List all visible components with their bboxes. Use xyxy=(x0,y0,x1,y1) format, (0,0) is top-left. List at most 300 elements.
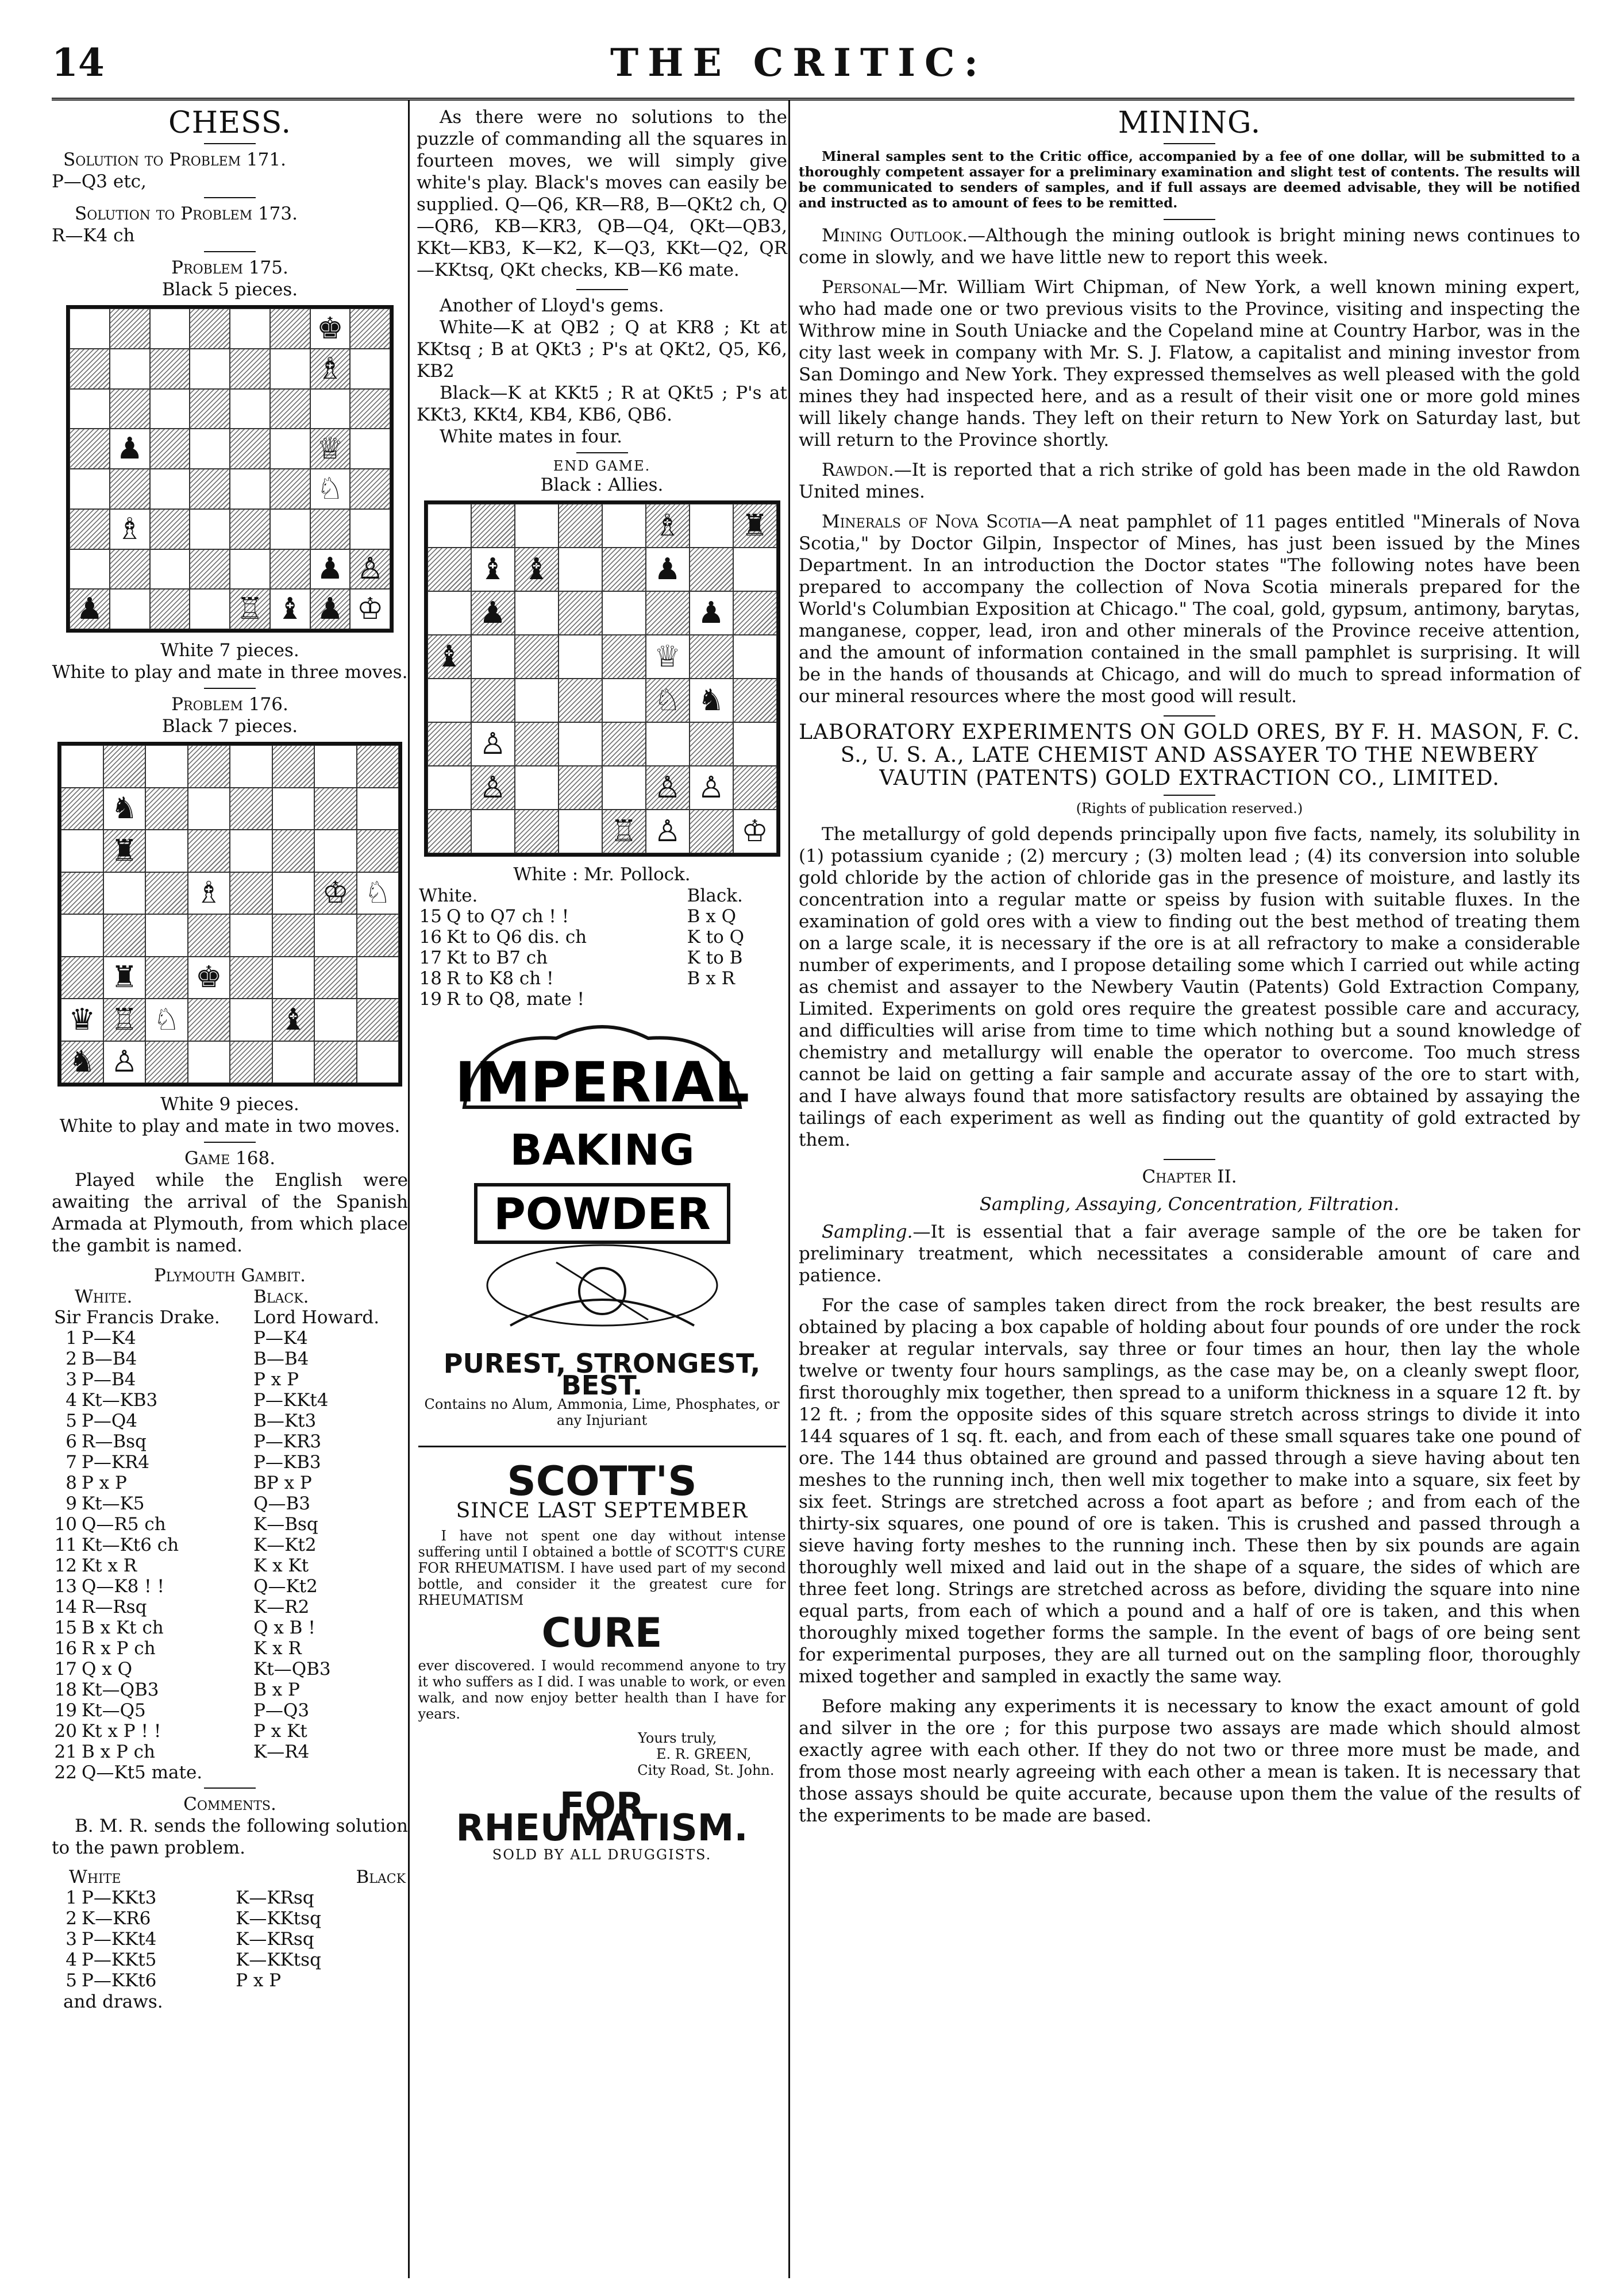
board-square xyxy=(150,429,190,469)
board-square xyxy=(188,914,230,957)
move-row xyxy=(52,1473,408,1493)
board-square xyxy=(188,745,230,788)
ad-slogan: PUREST, STRONGEST, BEST. xyxy=(443,1348,761,1401)
board-square xyxy=(230,429,270,469)
problem-175-title: Problem 175. xyxy=(171,257,288,278)
white-move: R to Q8, mate ! xyxy=(446,989,585,1010)
board-square xyxy=(471,810,515,853)
black-move: Q—Kt2 xyxy=(253,1576,318,1597)
board-square: ♕ xyxy=(646,635,690,679)
board-square xyxy=(559,766,602,810)
board-square xyxy=(145,788,188,830)
for-rheumatism: FOR RHEUMATISM. xyxy=(456,1785,748,1850)
white-label: White. xyxy=(75,1286,133,1307)
move-number: 19 xyxy=(419,989,442,1010)
board-square: ♞ xyxy=(103,788,146,830)
board-square xyxy=(350,469,390,509)
board-square xyxy=(145,830,188,872)
chess-column xyxy=(52,106,408,2013)
board-square xyxy=(230,745,272,788)
masthead: THE CRITIC: xyxy=(610,40,987,85)
board-square: ♟ xyxy=(310,549,351,590)
pawn-problem-moves xyxy=(52,1867,408,1991)
divider xyxy=(576,452,628,453)
board-square: ♝ xyxy=(272,999,315,1041)
game-168-intro: Played while the English were awaiting the arrival of the Spanish Armada at Plymouth, from which place the gambit is named. xyxy=(52,1170,408,1256)
white-move: P—K4 xyxy=(82,1328,136,1349)
board-square xyxy=(61,914,103,957)
board-square xyxy=(350,349,390,389)
board-square: ♜ xyxy=(103,830,146,872)
white-move: R to K8 ch ! xyxy=(446,968,554,989)
problem-175-black: Black 5 pieces. xyxy=(161,279,298,300)
board-square xyxy=(646,591,690,635)
move-number: 15 xyxy=(419,906,442,927)
pawn-white-label: White xyxy=(69,1867,121,1887)
board-square xyxy=(270,309,310,349)
board-square xyxy=(145,957,188,999)
board-square: ♔ xyxy=(733,810,777,853)
minerals-paragraph xyxy=(799,511,1580,707)
signer-name: E. R. GREEN, xyxy=(656,1746,752,1762)
white-move: P—KKt4 xyxy=(82,1929,157,1950)
white-move: R x P ch xyxy=(82,1638,156,1659)
white-move: B—B4 xyxy=(82,1349,137,1369)
board-square xyxy=(357,999,399,1041)
board-square xyxy=(428,679,471,722)
gem-black: Black—K at KKt5 ; R at QKt5 ; P's at KKt3, KKt4, KB4, KB6, QB6. xyxy=(417,383,787,425)
move-number: 15 xyxy=(54,1617,77,1638)
move-number: 3 xyxy=(66,1369,77,1390)
personal-text: —Mr. William Wirt Chipman, of New York, a well known mining expert, who had made one or two previous visits to the Province, visiting and inspecting the Withrow mine in South Uniacke and the Copeland mine at Country Harbor, was in the city last week in company with Mr. S. J. Flatow, a capitalist and mining investor from San Domingo and New York. They expressed themselves as well pleased with the gold mines they had inspected here, and as a result of their visit one or more gold mines will likely change hands. They left on their return to New York on Saturday last, but will return to the Province shortly. xyxy=(799,277,1580,450)
move-row xyxy=(52,1762,408,1783)
board-square xyxy=(646,722,690,766)
problem-176-black: Black 7 pieces. xyxy=(161,716,298,737)
board-square xyxy=(314,788,357,830)
black-move xyxy=(685,989,787,1010)
board-square xyxy=(150,389,190,429)
move-row xyxy=(52,1908,408,1929)
move-number: 20 xyxy=(54,1721,77,1742)
board-square xyxy=(230,788,272,830)
laboratory-heading: LABORATORY EXPERIMENTS ON GOLD ORES, BY F. H. MASON, F. C. S., U. S. A., LATE CHEMIST AND ASSAYER TO THE NEWBERY VAUTIN (PATENTS) GOLD EXTRACTION CO., LIMITED. xyxy=(799,721,1580,790)
board-square xyxy=(357,957,399,999)
board-square xyxy=(230,999,272,1041)
board-square: ♔ xyxy=(314,872,357,915)
board-square xyxy=(559,722,602,766)
board-square xyxy=(690,810,733,853)
board-square xyxy=(150,469,190,509)
board-square xyxy=(471,504,515,548)
board-square xyxy=(70,389,110,429)
board-square xyxy=(61,830,103,872)
divider xyxy=(204,688,256,689)
laboratory-paragraph-3: Before making any experiments it is necessary to know the exact amount of gold and silver in the ore ; for this purpose two assays are made which should almost exactly agree with each other. If they do not two or three more must be made, and from those most nearly agreeing with each other a mean is taken. It is necessary that those assays should be quite accurate, because upon them the value of the results of the experiments to be made are based. xyxy=(799,1696,1580,1826)
ad-contains: Contains no Alum, Ammonia, Lime, Phosphates, or any Injuriant xyxy=(424,1396,780,1428)
white-move: Kt to Q6 dis. ch xyxy=(446,927,587,947)
board-square xyxy=(103,745,146,788)
board-square xyxy=(272,872,315,915)
board-square xyxy=(61,788,103,830)
black-move: K x R xyxy=(253,1638,302,1659)
move-number: 11 xyxy=(54,1535,77,1555)
board-square xyxy=(61,957,103,999)
board-square xyxy=(103,914,146,957)
board-square xyxy=(230,549,270,590)
board-square xyxy=(61,745,103,788)
move-row xyxy=(52,1887,408,1908)
move-number: 3 xyxy=(66,1929,77,1950)
mining-heading: MINING. xyxy=(1118,106,1261,140)
solution-171-text: P—Q3 etc, xyxy=(52,171,147,192)
board-square xyxy=(190,549,230,590)
move-row xyxy=(52,1411,408,1431)
black-move: P x P xyxy=(236,1970,282,1991)
board-square: ♙ xyxy=(103,1041,146,1084)
move-row xyxy=(52,1617,408,1638)
move-row xyxy=(417,947,787,968)
board-square xyxy=(145,745,188,788)
black-move: K—R2 xyxy=(253,1597,310,1617)
board-square xyxy=(357,914,399,957)
board-square xyxy=(70,509,110,549)
cure-word: CURE xyxy=(541,1609,663,1656)
board-square: ♟ xyxy=(471,591,515,635)
board-square xyxy=(559,504,602,548)
board-square xyxy=(272,788,315,830)
move-row xyxy=(52,1452,408,1473)
board-square: ♟ xyxy=(70,589,110,629)
imperial-baking-powder-advertisement xyxy=(418,1021,786,1986)
board-square: ♖ xyxy=(103,999,146,1041)
baking-powder-illustration xyxy=(441,1021,763,1343)
board-square xyxy=(190,509,230,549)
board-square xyxy=(230,830,272,872)
board-square xyxy=(690,722,733,766)
white-move: Kt x P ! ! xyxy=(82,1721,161,1742)
black-move xyxy=(251,1762,408,1783)
end-game-black: Black : Allies. xyxy=(540,475,664,495)
board-square: ♔ xyxy=(350,589,390,629)
board-square xyxy=(230,469,270,509)
board-square xyxy=(314,745,357,788)
board-square xyxy=(188,788,230,830)
move-number: 8 xyxy=(66,1473,77,1493)
board-square xyxy=(559,810,602,853)
board-square xyxy=(357,830,399,872)
board-square xyxy=(350,429,390,469)
scotts-title: SCOTT'S xyxy=(507,1458,697,1505)
board-square xyxy=(190,309,230,349)
move-row xyxy=(52,1514,408,1535)
board-square xyxy=(602,766,646,810)
minerals-lead: Minerals of Nova Scotia xyxy=(822,511,1041,532)
board-square xyxy=(690,504,733,548)
move-number: 2 xyxy=(66,1908,77,1929)
divider xyxy=(1164,795,1215,796)
move-number: 4 xyxy=(66,1390,77,1411)
board-square xyxy=(559,635,602,679)
board-square xyxy=(70,349,110,389)
board-square xyxy=(602,635,646,679)
black-move: K x Kt xyxy=(253,1555,309,1576)
black-move: P x Kt xyxy=(253,1721,307,1742)
board-square: ♖ xyxy=(230,589,270,629)
board-square xyxy=(145,1041,188,1084)
page-number: 14 xyxy=(52,40,105,85)
board-square xyxy=(110,349,150,389)
board-square xyxy=(690,548,733,591)
board-square xyxy=(602,548,646,591)
board-square xyxy=(188,999,230,1041)
black-move: K—KRsq xyxy=(236,1929,314,1950)
white-move: Q x Q xyxy=(82,1659,133,1679)
move-row xyxy=(52,1369,408,1390)
personal-paragraph xyxy=(799,276,1580,451)
move-number: 1 xyxy=(66,1328,77,1349)
powder-word: POWDER xyxy=(493,1188,711,1239)
move-row xyxy=(417,968,787,989)
board-square xyxy=(190,429,230,469)
white-move: P x P xyxy=(82,1473,127,1493)
board-square: ♕ xyxy=(310,429,351,469)
board-square xyxy=(314,830,357,872)
board-square xyxy=(428,548,471,591)
chapter-title: Chapter II. xyxy=(1142,1166,1237,1187)
solution-173-title: Solution to Problem 173. xyxy=(75,203,298,224)
sampling-paragraph xyxy=(799,1221,1580,1286)
end-game-white: White : Mr. Pollock. xyxy=(513,864,691,885)
problem-175-white: White 7 pieces. xyxy=(160,640,299,661)
personal-lead: Personal xyxy=(822,277,900,298)
board-square xyxy=(428,504,471,548)
board-square xyxy=(190,469,230,509)
board-square: ♘ xyxy=(310,469,351,509)
move-number: 18 xyxy=(419,968,442,989)
board-square: ♙ xyxy=(471,766,515,810)
board-square xyxy=(188,830,230,872)
board-square xyxy=(103,872,146,915)
header-rule xyxy=(52,98,1574,101)
divider xyxy=(204,1142,256,1143)
move-row xyxy=(52,1929,408,1950)
board-square xyxy=(602,679,646,722)
problem-176-title: Problem 176. xyxy=(171,694,288,715)
black-move: K—Kt2 xyxy=(253,1535,317,1555)
move-row xyxy=(52,1349,408,1369)
board-square xyxy=(428,591,471,635)
board-square xyxy=(602,722,646,766)
white-move: K—KR6 xyxy=(82,1908,151,1929)
white-move: R—Bsq xyxy=(82,1431,147,1452)
chess-board-end-game xyxy=(424,500,780,857)
board-square xyxy=(471,679,515,722)
board-square xyxy=(272,830,315,872)
sampling-text: —It is essential that a fair average sample of the ore be taken for preliminary treatment, which necessitates a considerable amount of care and patience. xyxy=(799,1222,1580,1286)
game-168-title: Game 168. xyxy=(184,1148,276,1169)
white-move: Q—K8 ! ! xyxy=(82,1576,164,1597)
board-square xyxy=(145,914,188,957)
board-square xyxy=(314,1041,357,1084)
black-move: B x Q xyxy=(687,906,737,927)
board-square: ♙ xyxy=(690,766,733,810)
white-move: R—Rsq xyxy=(82,1597,147,1617)
board-square xyxy=(272,957,315,999)
imperial-word: IMPERIAL xyxy=(455,1050,749,1115)
sampling-lead: Sampling. xyxy=(822,1222,913,1242)
solution-173-text: R—K4 ch xyxy=(52,225,135,246)
move-row xyxy=(52,1535,408,1555)
board-square xyxy=(310,509,351,549)
black-move: P—KB3 xyxy=(253,1452,321,1473)
yours-truly: Yours truly, xyxy=(638,1730,717,1746)
board-square xyxy=(70,549,110,590)
board-square: ♟ xyxy=(690,591,733,635)
white-move: P—KKt6 xyxy=(82,1970,157,1991)
board-square xyxy=(150,349,190,389)
board-square xyxy=(314,957,357,999)
board-square xyxy=(270,389,310,429)
solution-171-title: Solution to Problem 171. xyxy=(63,149,286,170)
white-move: Q to Q7 ch ! ! xyxy=(446,906,569,927)
board-square xyxy=(515,722,559,766)
gem-white: White—K at QB2 ; Q at KR8 ; Kt at KKtsq ; B at QKt3 ; P's at QKt2, Q5, K6, KB2 xyxy=(417,317,787,382)
board-square xyxy=(515,504,559,548)
board-square xyxy=(350,389,390,429)
comments-title: Comments. xyxy=(183,1794,276,1815)
board-square xyxy=(350,309,390,349)
black-move: B x R xyxy=(687,968,735,989)
board-square xyxy=(230,957,272,999)
board-square xyxy=(515,679,559,722)
white-move: Kt—KB3 xyxy=(82,1390,158,1411)
board-square xyxy=(61,872,103,915)
move-number: 17 xyxy=(54,1659,77,1679)
board-square xyxy=(110,389,150,429)
black-move: K—KKtsq xyxy=(236,1908,321,1929)
chess-board-problem-176 xyxy=(57,742,402,1087)
move-row xyxy=(52,1721,408,1742)
black-move: BP x P xyxy=(253,1473,312,1493)
board-square xyxy=(270,469,310,509)
board-square: ♗ xyxy=(646,504,690,548)
black-move: P—K4 xyxy=(253,1328,308,1349)
white-move: Kt x R xyxy=(82,1555,137,1576)
white-move: Kt to B7 ch xyxy=(446,947,548,968)
middle-column xyxy=(417,106,787,1986)
board-square xyxy=(310,389,351,429)
board-square xyxy=(230,349,270,389)
board-square: ♗ xyxy=(310,349,351,389)
move-number: 9 xyxy=(66,1493,77,1514)
board-square xyxy=(515,766,559,810)
pawn-end: and draws. xyxy=(63,1991,163,2012)
since-last-september: SINCE LAST SEPTEMBER xyxy=(456,1499,748,1523)
board-square xyxy=(733,548,777,591)
board-square: ♘ xyxy=(145,999,188,1041)
black-move: P x P xyxy=(253,1369,299,1390)
board-square xyxy=(230,309,270,349)
laboratory-paragraph-2: For the case of samples taken direct from the rock breaker, the best results are obtained by placing a box capable of holding about four pounds of ore under the rock breaker at regular intervals, say three or four times an hour, then lay the whole twelve or twenty four hours samplings, as the case may be, on a cleanly swept floor, first thoroughly mix together, then spread to a uniform thickness in a square 12 ft. by 12 ft. ; from the opposite sides of this square stretch across strings to divide it into 144 squares of 1 sq. ft. each, and from each of these small squares take one pound of ore. The 144 thus obtained are ground and passed through a sieve having about ten meshes to the running inch, then well mix together to make into a square, six feet by six feet. Strings are stretched across a foot apart as before ; and from each of the thirty-six squares, one pound of ore is taken. This is crushed and passed through a sieve having forty meshes to the running inch. These then by six pounds are again thoroughly well mixed and laid out in the shape of a square, the sides of which are three feet long. Strings are stretched across as before, dividing the square into nine equal parts, from each of which a pound and a half of ore is taken, and this when thoroughly mixed together forms the sample. In the event of bags of ore being sent for experimental purposes, they are all turned out on the sampling floor, thoroughly mixed together and sampled in exactly the same way. xyxy=(799,1295,1580,1687)
move-number: 17 xyxy=(419,947,442,968)
move-row xyxy=(52,1555,408,1576)
move-number: 1 xyxy=(66,1887,77,1908)
board-square xyxy=(150,589,190,629)
move-number: 7 xyxy=(66,1452,77,1473)
move-number: 14 xyxy=(54,1597,77,1617)
black-move: Q—B3 xyxy=(253,1493,310,1514)
move-number: 16 xyxy=(419,927,442,947)
move-row xyxy=(52,1431,408,1452)
board-square xyxy=(428,722,471,766)
board-square: ♚ xyxy=(310,309,351,349)
column-rule-1 xyxy=(408,101,410,2278)
move-row xyxy=(52,1638,408,1659)
black-label: Black. xyxy=(253,1286,309,1307)
black-move: B—B4 xyxy=(253,1349,309,1369)
pawn-black-label: Black xyxy=(356,1867,406,1887)
board-square xyxy=(110,589,150,629)
black-move: P—KKt4 xyxy=(253,1390,329,1411)
move-row xyxy=(52,1742,408,1762)
page-header xyxy=(52,34,1546,98)
board-square: ♝ xyxy=(270,589,310,629)
mining-outlook-lead: Mining Outlook. xyxy=(822,225,968,246)
board-square: ♟ xyxy=(110,429,150,469)
board-square xyxy=(357,1041,399,1084)
board-square xyxy=(314,999,357,1041)
white-move: Kt—Q5 xyxy=(82,1700,146,1721)
move-row xyxy=(52,1700,408,1721)
board-square xyxy=(428,810,471,853)
board-square xyxy=(733,722,777,766)
board-square: ♝ xyxy=(471,548,515,591)
white-move: P—Q4 xyxy=(82,1411,137,1431)
board-square xyxy=(230,914,272,957)
move-number: 18 xyxy=(54,1679,77,1700)
white-move: P—KKt5 xyxy=(82,1950,157,1970)
board-square xyxy=(190,589,230,629)
problem-175-task: White to play and mate in three moves. xyxy=(52,662,408,683)
move-row xyxy=(52,1493,408,1514)
black-move: K to B xyxy=(687,947,743,968)
white-move: Kt—Kt6 ch xyxy=(82,1535,179,1555)
board-square: ♜ xyxy=(103,957,146,999)
board-square: ♚ xyxy=(188,957,230,999)
board-square: ♙ xyxy=(646,810,690,853)
problem-176-white: White 9 pieces. xyxy=(160,1094,299,1115)
board-square: ♞ xyxy=(61,1041,103,1084)
divider xyxy=(576,289,628,290)
rawdon-text: —It is reported that a rich strike of gold has been made in the old Rawdon United mines. xyxy=(799,460,1580,502)
move-number: 4 xyxy=(66,1950,77,1970)
move-number: 12 xyxy=(54,1555,77,1576)
board-square: ♘ xyxy=(357,872,399,915)
board-square xyxy=(428,766,471,810)
end-black-label: Black. xyxy=(687,885,743,906)
move-number: 5 xyxy=(66,1411,77,1431)
board-square xyxy=(110,309,150,349)
board-square xyxy=(150,509,190,549)
board-square xyxy=(230,1041,272,1084)
rawdon-paragraph xyxy=(799,459,1580,503)
end-game-title: END GAME. xyxy=(553,458,651,474)
white-move: Q—Kt5 mate. xyxy=(82,1762,203,1783)
move-row xyxy=(417,927,787,947)
move-row xyxy=(52,1328,408,1349)
board-square xyxy=(150,309,190,349)
board-square xyxy=(314,914,357,957)
